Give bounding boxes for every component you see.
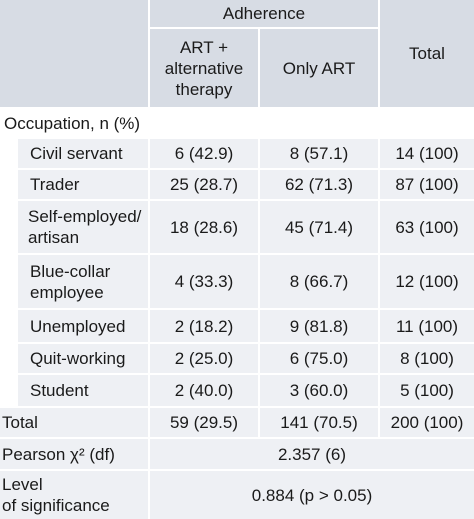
row-value: 6 (42.9): [174, 144, 234, 163]
row-value: 8 (57.1): [289, 144, 349, 163]
row-value: 63 (100): [395, 217, 459, 237]
row-value: 12 (100): [395, 272, 459, 291]
total-value: 141 (70.5): [280, 413, 358, 432]
adherence-header: Adherence: [222, 4, 306, 23]
total-header: Total: [409, 44, 445, 63]
row-value: 11 (100): [395, 316, 459, 336]
row-value: 14 (100): [395, 144, 459, 163]
occupation-header: [4, 107, 304, 139]
row-value: 18 (28.6): [169, 217, 239, 237]
row-label: Trader: [30, 175, 80, 194]
row-value: 8 (100): [400, 349, 454, 368]
row-value: 2 (18.2): [174, 316, 234, 336]
row-value: 87 (100): [395, 175, 459, 194]
row-label: Self-employed/ artisan: [28, 207, 142, 247]
row-label: Blue-collar employee: [30, 261, 111, 302]
only-art-header: Only ART: [282, 58, 356, 78]
row-value: 3 (60.0): [289, 381, 349, 400]
row-value: 25 (28.7): [169, 175, 239, 194]
pearson-label: Pearson χ² (df): [2, 444, 115, 464]
total-value: 200 (100): [390, 413, 464, 432]
total-value: 59 (29.5): [169, 413, 239, 432]
significance-value: 0.884 (p > 0.05): [251, 485, 373, 505]
art-alternative-header: ART + alternative therapy: [164, 37, 244, 99]
row-value: 9 (81.8): [289, 316, 349, 336]
row-value: 2 (25.0): [174, 349, 234, 368]
row-value: 6 (75.0): [289, 349, 349, 368]
row-label: Civil servant: [30, 144, 123, 163]
row-value: 8 (66.7): [289, 272, 349, 291]
pearson-value: 2.357 (6): [277, 444, 347, 464]
row-value: 45 (71.4): [284, 217, 354, 237]
row-value: 62 (71.3): [284, 175, 354, 194]
row-value: 4 (33.3): [174, 272, 234, 291]
significance-label: Level of significance: [2, 475, 110, 515]
total-label: Total: [2, 413, 38, 432]
occupation-header-text: Occupation, n (%): [4, 113, 141, 133]
row-label: Quit-working: [30, 349, 126, 368]
row-label: Student: [30, 381, 89, 400]
row-label: Unemployed: [30, 316, 126, 336]
row-value: 5 (100): [400, 381, 454, 400]
row-value: 2 (40.0): [174, 381, 234, 400]
